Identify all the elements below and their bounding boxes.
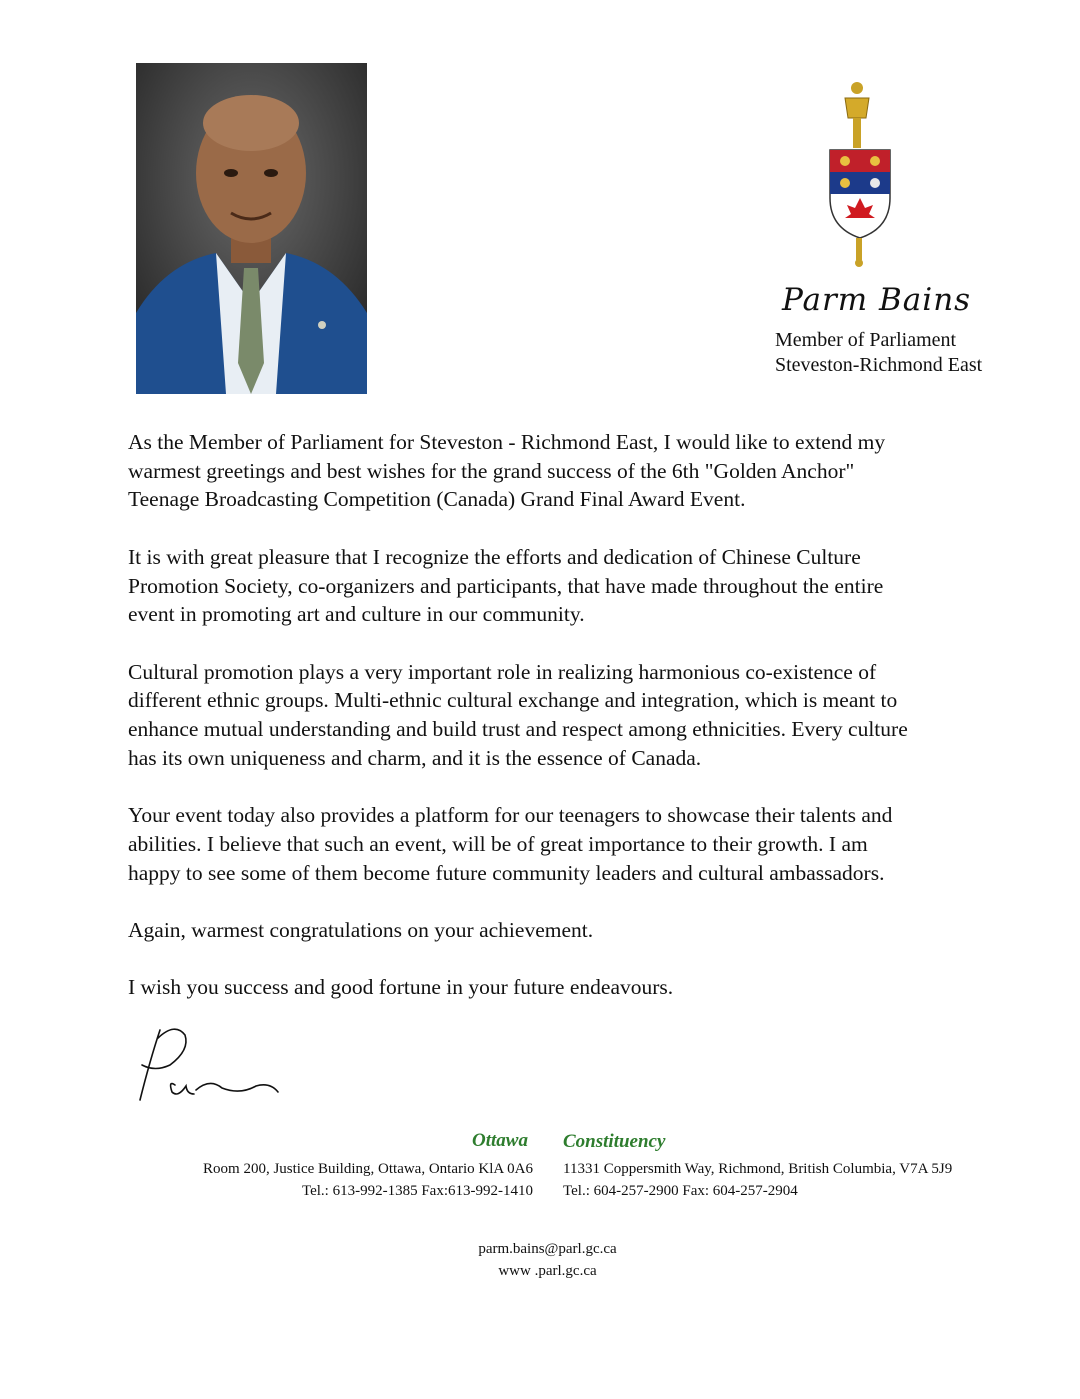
body-line: has its own uniqueness and charm, and it is the essence of Canada. [128,745,702,770]
mp-riding-line: Steveston-Richmond East [775,354,983,376]
body-line: I wish you success and good fortune in your future endeavours. [128,975,674,1000]
paragraph-5 [128,916,1038,945]
body-line: It is with great pleasure that I recognize the efforts and dedication of Chinese Culture [128,544,861,569]
body-line: Again, warmest congratulations on your achievement. [128,917,594,942]
body-line: enhance mutual understanding and build trust and respect among ethnicities. Every culture [128,717,908,741]
body-line: Your event today also provides a platform for our teenagers to showcase their talents and [128,803,893,828]
mp-name-script: Parm Bains [782,282,972,318]
body-line: event in promoting art and culture in our community. [128,602,585,627]
email-link[interactable]: parm.bains@parl.gc.ca [478,1241,617,1257]
paragraph-2 [128,543,1038,629]
portrait-photo [136,63,367,394]
body-line: As the Member of Parliament for Steveston - Richmond East, I would like to extend my [128,430,886,454]
body-line: happy to see some of them become future community leaders and cultural ambassadors. [128,860,885,885]
constituency-phone: Tel.: 604-257-2900 Fax: 604-257-2904 [563,1183,798,1199]
website-link[interactable]: www .parl.gc.ca [498,1263,597,1279]
ottawa-heading: Ottawa [472,1130,528,1151]
body-line: Teenage Broadcasting Competition (Canada) Grand Final Award Event. [128,487,746,512]
body-line: abilities. I believe that such an event, will be of great importance to their growth. I am [128,831,868,856]
paragraph-4 [128,801,1038,887]
coat-of-arms-crest [820,78,900,268]
letter-body [128,428,1038,1031]
constituency-heading: Constituency [563,1131,666,1152]
ottawa-address: Room 200, Justice Building, Ottawa, Ontario KlA 0A6 [203,1161,533,1177]
paragraph-6 [128,973,1038,1002]
ottawa-phone: Tel.: 613-992-1385 Fax:613-992-1410 [301,1183,533,1199]
paragraph-1 [128,428,1038,514]
mp-title-line: Member of Parliament [775,329,957,351]
body-line: Cultural promotion plays a very important role in realizing harmonious co-existence of [128,659,877,684]
constituency-address: 11331 Coppersmith Way, Richmond, British Columbia, V7A 5J9 [563,1161,953,1177]
body-line: warmest greetings and best wishes for the grand success of the 6th "Golden Anchor" [128,458,855,483]
handwritten-signature [130,1020,290,1110]
mp-title-block [775,328,982,378]
body-line: Promotion Society, co-organizers and participants, that have made throughout the entire [128,573,884,598]
body-line: different ethnic groups. Multi-ethnic cultural exchange and integration, which is meant to [128,688,898,713]
paragraph-3 [128,658,1038,773]
